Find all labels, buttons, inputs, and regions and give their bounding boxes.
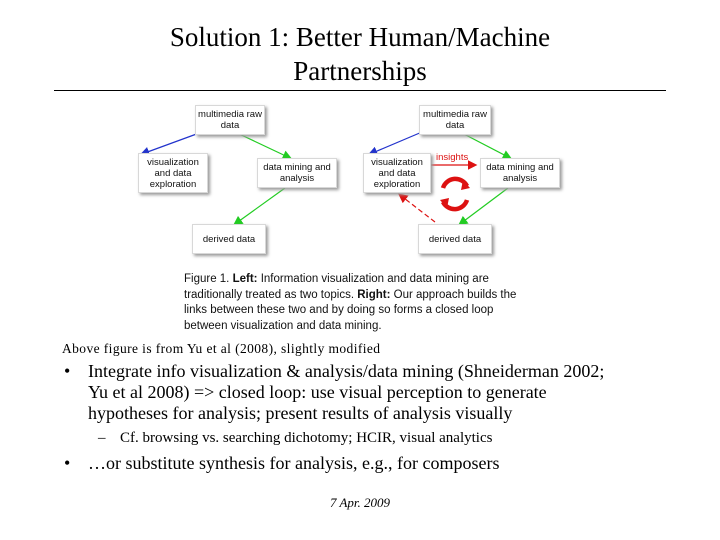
right-visualization-box: visualization and data exploration	[363, 153, 431, 193]
bullet-1-line-1: Integrate info visualization & analysis/data mining (Shneiderman 2002;	[88, 361, 605, 381]
right-arrow-derived-to-viz	[400, 195, 435, 222]
left-derived-box: derived data	[192, 224, 266, 254]
slide-title	[60, 20, 660, 88]
caption-fig-label: Figure 1.	[184, 273, 230, 285]
bullet-1-line-3: hypotheses for analysis; present results of analysis visually	[88, 403, 513, 423]
sub-bullet-marker: –	[98, 430, 106, 446]
title-divider	[54, 90, 666, 91]
right-mining-box: data mining and analysis	[480, 158, 560, 188]
bullet-marker-2: •	[64, 453, 71, 473]
source-note: Above figure is from Yu et al (2008), slightly modified	[62, 341, 381, 356]
right-arrow-mining-to-derived	[460, 188, 508, 224]
insights-label: insights	[436, 152, 469, 163]
left-arrow-mining-to-derived	[235, 188, 285, 224]
title-line-1: Solution 1: Better Human/Machine	[169, 22, 551, 52]
caption-right-label: Right:	[357, 288, 391, 301]
slide-footer-date: 7 Apr. 2009	[329, 495, 391, 510]
caption-right-text: Our approach builds the links between these two and by doing so forms a closed loop between visualization and data mining.	[184, 288, 517, 332]
right-raw-data-box: multimedia raw data	[419, 105, 491, 135]
left-mining-box: data mining and analysis	[257, 158, 337, 188]
bullet-1	[88, 361, 688, 424]
caption-left-text: Information visualization and data mining are traditionally treated as two topics.	[184, 273, 489, 301]
left-raw-data-box: multimedia raw data	[195, 105, 265, 135]
bullet-1-line-2: Yu et al 2008) => closed loop: use visual perception to generate	[88, 382, 547, 402]
right-derived-box: derived data	[418, 224, 492, 254]
right-arrow-raw-to-viz	[370, 132, 422, 154]
bullet-marker-1: •	[64, 361, 71, 381]
left-arrow-raw-to-viz	[142, 132, 202, 154]
caption-left-label: Left:	[232, 273, 258, 285]
left-arrow-raw-to-mining	[235, 132, 290, 158]
title-line-2: Partnerships	[293, 56, 427, 86]
bullet-2: …or substitute synthesis for analysis, e.g., for composers	[88, 453, 500, 473]
figure-caption	[184, 272, 529, 334]
left-visualization-box: visualization and data exploration	[138, 153, 208, 193]
sub-bullet: Cf. browsing vs. searching dichotomy; HCIR, visual analytics	[120, 430, 493, 446]
